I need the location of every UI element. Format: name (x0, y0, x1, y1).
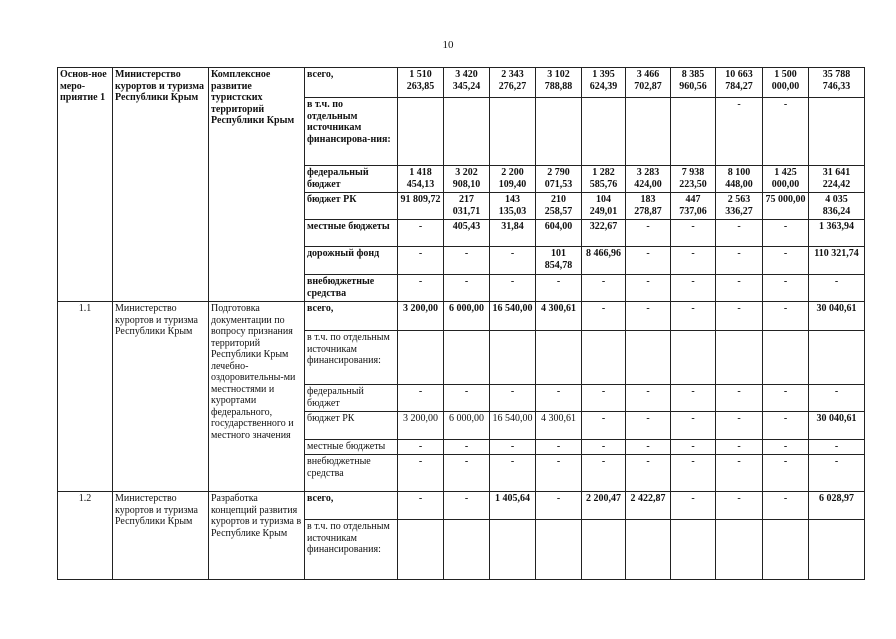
cell-value: 1 425 000,00 (763, 166, 809, 193)
cell-value: 2 422,87 (626, 492, 671, 520)
cell-value: - (809, 440, 865, 455)
cell-value (536, 98, 582, 166)
cell-value: - (716, 492, 763, 520)
cell-value (671, 331, 716, 385)
row-label: бюджет РК (305, 193, 398, 220)
cell-value: - (626, 220, 671, 247)
cell-value: - (444, 440, 490, 455)
table-row (58, 68, 865, 98)
cell-value: 3 420 345,24 (444, 68, 490, 98)
cell-value: 104 249,01 (582, 193, 626, 220)
cell-value: - (582, 440, 626, 455)
cell-value: 1 363,94 (809, 220, 865, 247)
cell-value: 447 737,06 (671, 193, 716, 220)
cell-value: - (490, 455, 536, 492)
cell-value: - (809, 275, 865, 302)
cell-value: - (398, 220, 444, 247)
cell-value: 1 500 000,00 (763, 68, 809, 98)
cell-value (582, 98, 626, 166)
cell-value: - (763, 98, 809, 166)
cell-value: - (809, 455, 865, 492)
cell-value: 8 466,96 (582, 247, 626, 275)
budget-table (57, 67, 865, 580)
cell-value: 31,84 (490, 220, 536, 247)
cell-value: - (671, 412, 716, 440)
cell-value: - (671, 455, 716, 492)
cell-value (671, 520, 716, 580)
cell-value: 183 278,87 (626, 193, 671, 220)
cell-value: - (444, 455, 490, 492)
cell-value: - (444, 492, 490, 520)
cell-value: - (716, 247, 763, 275)
cell-value (490, 520, 536, 580)
cell-value: - (536, 385, 582, 412)
cell-value: 35 788 746,33 (809, 68, 865, 98)
cell-value: - (626, 247, 671, 275)
cell-value (398, 331, 444, 385)
cell-value: 3 202 908,10 (444, 166, 490, 193)
cell-value: - (763, 492, 809, 520)
row-label: федеральный бюджет (305, 166, 398, 193)
cell-value: 91 809,72 (398, 193, 444, 220)
cell-value: 2 343 276,27 (490, 68, 536, 98)
section-title: Подготовка документации по вопросу признания территорий Республики Крым лечебно-оздоровительны-ми местностями и курортами федерального, государственного и местного значения (209, 302, 305, 492)
row-label: в т.ч. по отдельным источникам финансирования: (305, 331, 398, 385)
row-label: внебюджетные средства (305, 275, 398, 302)
cell-value (536, 520, 582, 580)
cell-value: - (763, 275, 809, 302)
row-label: в т.ч. по отдельным источникам финансирова-ния: (305, 98, 398, 166)
cell-value (763, 331, 809, 385)
cell-value: - (582, 412, 626, 440)
cell-value: - (536, 275, 582, 302)
cell-value: 2 200 109,40 (490, 166, 536, 193)
cell-value (490, 331, 536, 385)
cell-value: - (536, 492, 582, 520)
cell-value: - (671, 247, 716, 275)
cell-value: - (444, 275, 490, 302)
cell-value: 3 283 424,00 (626, 166, 671, 193)
row-label: всего, (305, 492, 398, 520)
table-row (58, 302, 865, 331)
cell-value (398, 520, 444, 580)
cell-value: - (763, 440, 809, 455)
cell-value (444, 331, 490, 385)
cell-value (398, 98, 444, 166)
cell-value: - (536, 440, 582, 455)
cell-value: - (582, 275, 626, 302)
cell-value: 30 040,61 (809, 412, 865, 440)
cell-value: - (763, 302, 809, 331)
row-label: местные бюджеты (305, 220, 398, 247)
cell-value: 8 100 448,00 (716, 166, 763, 193)
row-label: бюджет РК (305, 412, 398, 440)
cell-value: 405,43 (444, 220, 490, 247)
cell-value: 8 385 960,56 (671, 68, 716, 98)
cell-value: 4 300,61 (536, 302, 582, 331)
cell-value: - (490, 247, 536, 275)
cell-value: 6 000,00 (444, 302, 490, 331)
cell-value: 1 510 263,85 (398, 68, 444, 98)
cell-value (490, 98, 536, 166)
cell-value: 16 540,00 (490, 412, 536, 440)
section-id: 1.1 (58, 302, 113, 492)
cell-value: 2 563 336,27 (716, 193, 763, 220)
cell-value: - (671, 302, 716, 331)
cell-value: 16 540,00 (490, 302, 536, 331)
cell-value: - (716, 385, 763, 412)
section-executor: Министерство курортов и туризма Республики Крым (113, 68, 209, 302)
cell-value: - (490, 385, 536, 412)
cell-value (626, 98, 671, 166)
cell-value: - (626, 455, 671, 492)
cell-value: - (716, 275, 763, 302)
cell-value: 143 135,03 (490, 193, 536, 220)
cell-value: - (809, 385, 865, 412)
section-executor: Министерство курортов и туризма Республики Крым (113, 492, 209, 580)
cell-value: - (716, 98, 763, 166)
cell-value: 110 321,74 (809, 247, 865, 275)
cell-value: 3 102 788,88 (536, 68, 582, 98)
cell-value: - (490, 440, 536, 455)
cell-value: - (626, 275, 671, 302)
section-id: 1.2 (58, 492, 113, 580)
cell-value: - (671, 492, 716, 520)
cell-value: - (671, 275, 716, 302)
cell-value (809, 331, 865, 385)
row-label: в т.ч. по отдельным источникам финансирования: (305, 520, 398, 580)
cell-value: 3 200,00 (398, 302, 444, 331)
cell-value (763, 520, 809, 580)
cell-value: - (490, 275, 536, 302)
cell-value: 2 790 071,53 (536, 166, 582, 193)
cell-value (671, 98, 716, 166)
cell-value (809, 98, 865, 166)
cell-value (626, 331, 671, 385)
section-title: Комплексное развитие туристских территорий Республики Крым (209, 68, 305, 302)
section-executor: Министерство курортов и туризма Республики Крым (113, 302, 209, 492)
cell-value: - (398, 455, 444, 492)
row-label: внебюджетные средства (305, 455, 398, 492)
cell-value: 30 040,61 (809, 302, 865, 331)
cell-value: - (763, 455, 809, 492)
cell-value (716, 331, 763, 385)
cell-value: - (671, 385, 716, 412)
cell-value: 1 395 624,39 (582, 68, 626, 98)
cell-value: 7 938 223,50 (671, 166, 716, 193)
cell-value: - (582, 385, 626, 412)
cell-value: - (398, 492, 444, 520)
cell-value: - (398, 385, 444, 412)
row-label: всего, (305, 68, 398, 98)
cell-value: 217 031,71 (444, 193, 490, 220)
row-label: дорожный фонд (305, 247, 398, 275)
cell-value (716, 520, 763, 580)
cell-value: 6 000,00 (444, 412, 490, 440)
cell-value: 4 300,61 (536, 412, 582, 440)
cell-value: 6 028,97 (809, 492, 865, 520)
cell-value: - (444, 385, 490, 412)
cell-value: - (582, 455, 626, 492)
cell-value (444, 98, 490, 166)
cell-value (536, 331, 582, 385)
cell-value: - (626, 385, 671, 412)
cell-value: 210 258,57 (536, 193, 582, 220)
cell-value: 10 663 784,27 (716, 68, 763, 98)
cell-value: - (716, 412, 763, 440)
cell-value (444, 520, 490, 580)
cell-value: 604,00 (536, 220, 582, 247)
section-title: Разработка концепций развития курортов и туризма в Республике Крым (209, 492, 305, 580)
page-number: 10 (442, 39, 454, 51)
table-row (58, 492, 865, 520)
cell-value: - (716, 455, 763, 492)
row-label: федеральный бюджет (305, 385, 398, 412)
cell-value: 1 282 585,76 (582, 166, 626, 193)
cell-value: - (763, 247, 809, 275)
cell-value: - (398, 275, 444, 302)
cell-value: - (763, 220, 809, 247)
row-label: местные бюджеты (305, 440, 398, 455)
cell-value (626, 520, 671, 580)
cell-value: - (626, 412, 671, 440)
cell-value: - (671, 440, 716, 455)
cell-value: - (716, 302, 763, 331)
cell-value: - (671, 220, 716, 247)
cell-value: 1 418 454,13 (398, 166, 444, 193)
cell-value: - (626, 440, 671, 455)
cell-value: - (398, 440, 444, 455)
cell-value: - (582, 302, 626, 331)
row-label: всего, (305, 302, 398, 331)
cell-value: 2 200,47 (582, 492, 626, 520)
cell-value: 101 854,78 (536, 247, 582, 275)
cell-value (809, 520, 865, 580)
cell-value: 75 000,00 (763, 193, 809, 220)
cell-value: - (716, 440, 763, 455)
cell-value: 322,67 (582, 220, 626, 247)
cell-value: 31 641 224,42 (809, 166, 865, 193)
cell-value (582, 520, 626, 580)
cell-value: 3 200,00 (398, 412, 444, 440)
cell-value: - (763, 385, 809, 412)
cell-value: - (716, 220, 763, 247)
section-id: Основ-ное меро-приятие 1 (58, 68, 113, 302)
cell-value (582, 331, 626, 385)
cell-value: - (398, 247, 444, 275)
cell-value: - (626, 302, 671, 331)
cell-value: - (763, 412, 809, 440)
cell-value: - (444, 247, 490, 275)
cell-value: 1 405,64 (490, 492, 536, 520)
cell-value: 3 466 702,87 (626, 68, 671, 98)
cell-value: - (536, 455, 582, 492)
cell-value: 4 035 836,24 (809, 193, 865, 220)
